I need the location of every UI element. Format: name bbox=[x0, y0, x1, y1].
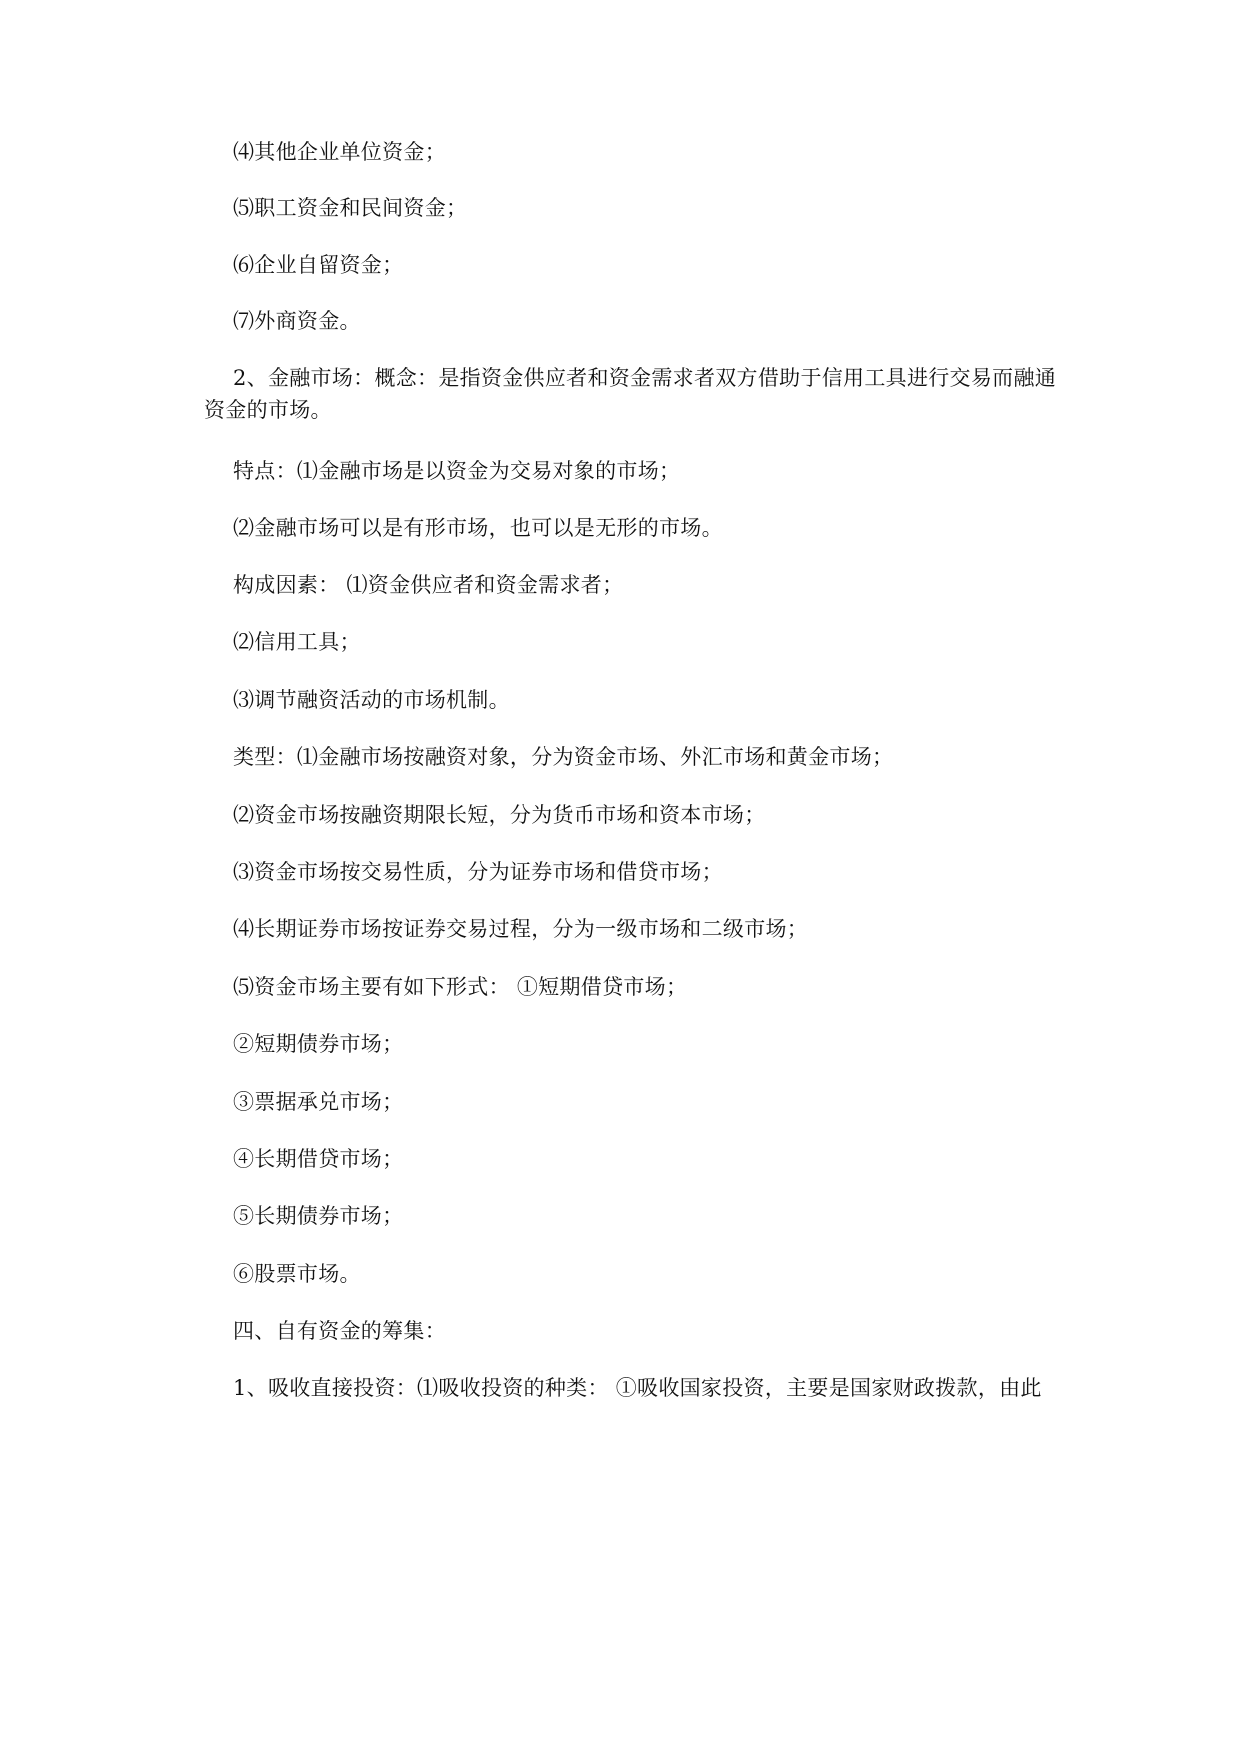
text-line: ⑷其他企业单位资金； bbox=[233, 140, 446, 164]
text-line: ⑸职工资金和民间资金； bbox=[233, 196, 468, 220]
paragraph: 2、金融市场：概念：是指资金供应者和资金需求者双方借助于信用工具进行交易而融通资金的市场。 bbox=[204, 366, 1057, 422]
text-line: ④长期借贷市场； bbox=[233, 1147, 404, 1171]
text-line: 1、吸收直接投资：⑴吸收投资的种类： ①吸收国家投资，主要是国家财政拨款，由此 bbox=[233, 1376, 1042, 1400]
text-line: ⑥股票市场。 bbox=[233, 1262, 361, 1286]
text-line: ⑵金融市场可以是有形市场，也可以是无形的市场。 bbox=[233, 516, 723, 540]
text-line: 构成因素： ⑴资金供应者和资金需求者； bbox=[233, 573, 624, 597]
text-line: ⑵信用工具； bbox=[233, 630, 361, 654]
text-line: 类型：⑴金融市场按融资对象，分为资金市场、外汇市场和黄金市场； bbox=[233, 745, 894, 769]
text-line: ②短期债券市场； bbox=[233, 1032, 404, 1056]
text-line: ⑸资金市场主要有如下形式： ①短期借贷市场； bbox=[233, 975, 688, 999]
text-line: ⑶调节融资活动的市场机制。 bbox=[233, 688, 510, 712]
text-line: ⑶资金市场按交易性质，分为证券市场和借贷市场； bbox=[233, 860, 723, 884]
text-line: ⑤长期债券市场； bbox=[233, 1204, 404, 1228]
text-line: ⑺外商资金。 bbox=[233, 309, 361, 333]
text-line: ⑷长期证券市场按证券交易过程，分为一级市场和二级市场； bbox=[233, 917, 809, 941]
text-line: ⑹企业自留资金； bbox=[233, 253, 404, 277]
text-line: ⑵资金市场按融资期限长短，分为货币市场和资本市场； bbox=[233, 803, 766, 827]
text-line: ③票据承兑市场； bbox=[233, 1090, 404, 1114]
text-line: 特点：⑴金融市场是以资金为交易对象的市场； bbox=[233, 459, 681, 483]
section-heading: 四、自有资金的筹集： bbox=[233, 1319, 446, 1343]
